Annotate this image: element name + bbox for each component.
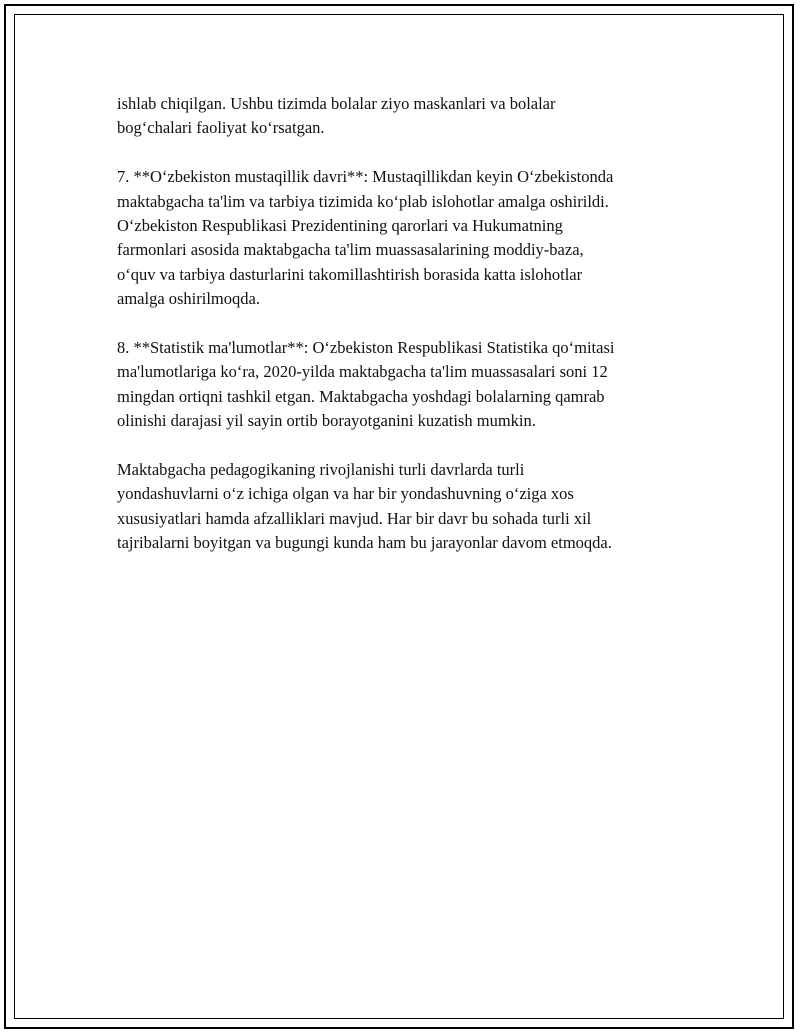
text-line: amalga oshirilmoqda. [117,289,260,309]
text-line: 7. **O‘zbekiston mustaqillik davri**: Mustaqillikdan keyin O‘zbekistonda [117,167,614,187]
text-line: yondashuvlarni o‘z ichiga olgan va har bir yondashuvning o‘ziga xos [117,484,574,504]
text-line: bog‘chalari faoliyat ko‘rsatgan. [117,118,325,138]
text-line: maktabgacha ta'lim va tarbiya tizimida ko‘plab islohotlar amalga oshirildi. [117,191,609,211]
document-body [117,92,687,580]
text-line: o‘quv va tarbiya dasturlarini takomillashtirish borasida katta islohotlar [117,264,583,284]
text-line: olinishi darajasi yil sayin ortib borayotganini kuzatish mumkin. [117,411,536,431]
paragraph-statistics [117,336,687,434]
text-line: Maktabgacha pedagogikaning rivojlanishi turli davrlarda turli [117,460,525,480]
text-line: O‘zbekiston Respublikasi Prezidentining qarorlari va Hukumatning [117,216,563,236]
text-line: ma'lumotlariga ko‘ra, 2020-yilda maktabgacha ta'lim muassasalari soni 12 [117,362,608,382]
text-line: farmonlari asosida maktabgacha ta'lim muassasalarining moddiy-baza, [117,240,584,260]
text-line: xususiyatlari hamda afzalliklari mavjud. Har bir davr bu sohada turli xil [117,508,592,528]
paragraph-continuation [117,92,687,141]
text-line: tajribalarni boyitgan va bugungi kunda ham bu jarayonlar davom etmoqda. [117,533,612,553]
text-line: 8. **Statistik ma'lumotlar**: O‘zbekiston Respublikasi Statistika qo‘mitasi [117,338,615,358]
text-line: mingdan ortiqni tashkil etgan. Maktabgacha yoshdagi bolalarning qamrab [117,386,605,406]
text-line: ishlab chiqilgan. Ushbu tizimda bolalar ziyo maskanlari va bolalar [117,94,556,113]
paragraph-conclusion [117,458,687,556]
paragraph-independence-period [117,165,687,311]
